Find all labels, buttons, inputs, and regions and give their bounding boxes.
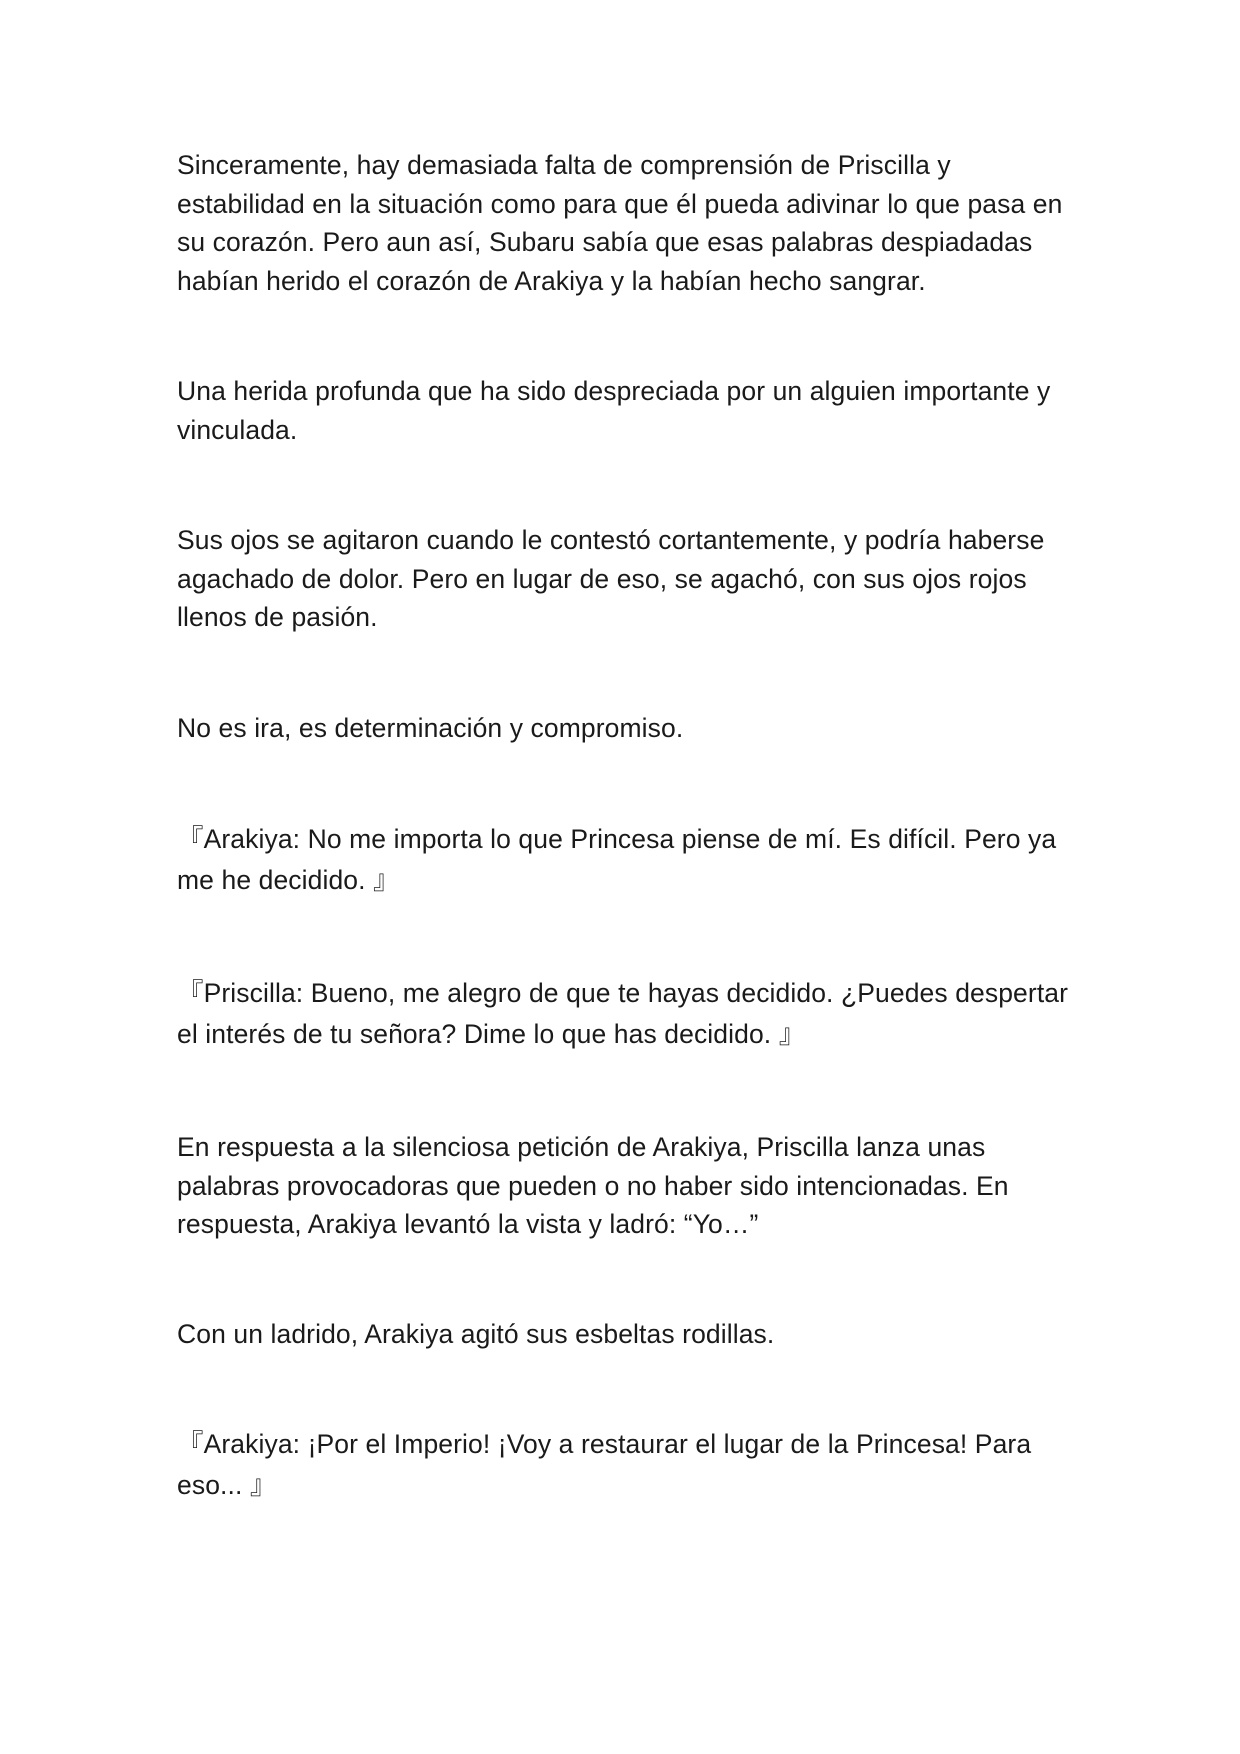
dialogue-priscilla: 『Priscilla: Bueno, me alegro de que te hayas decidido. ¿Puedes despertar el interés de tu señora? Dime lo que has decidido. 』 [177, 978, 1069, 1049]
paragraph-2: Una herida profunda que ha sido despreciada por un alguien importante y vinculada. [177, 376, 1051, 445]
paragraph-3: Sus ojos se agitaron cuando le contestó cortantemente, y podría haberse agachado de dolor. Pero en lugar de eso, se agachó, con sus ojos rojos llenos de pasión. [177, 525, 1045, 632]
paragraph-6: Con un ladrido, Arakiya agitó sus esbeltas rodillas. [177, 1319, 775, 1349]
dialogue-arakiya-2: 『Arakiya: ¡Por el Imperio! ¡Voy a restaurar el lugar de la Princesa! Para eso... 』 [177, 1429, 1032, 1500]
dialogue-arakiya-1: 『Arakiya: No me importa lo que Princesa piense de mí. Es difícil. Pero ya me he decidido. 』 [177, 824, 1057, 895]
paragraph-5: En respuesta a la silenciosa petición de Arakiya, Priscilla lanza unas palabras provocadoras que pueden o no haber sido intencionadas. En respuesta, Arakiya levantó la vista y ladró: “Yo…” [177, 1132, 1009, 1239]
paragraph-4: No es ira, es determinación y compromiso. [177, 713, 684, 743]
paragraph-1: Sinceramente, hay demasiada falta de comprensión de Priscilla y estabilidad en la situación como para que él pueda adivinar lo que pasa en su corazón. Pero aun así, Subaru sabía que esas palabras despiadadas habían herido el corazón de Arakiya y la habían hecho sangrar. [177, 150, 1063, 296]
